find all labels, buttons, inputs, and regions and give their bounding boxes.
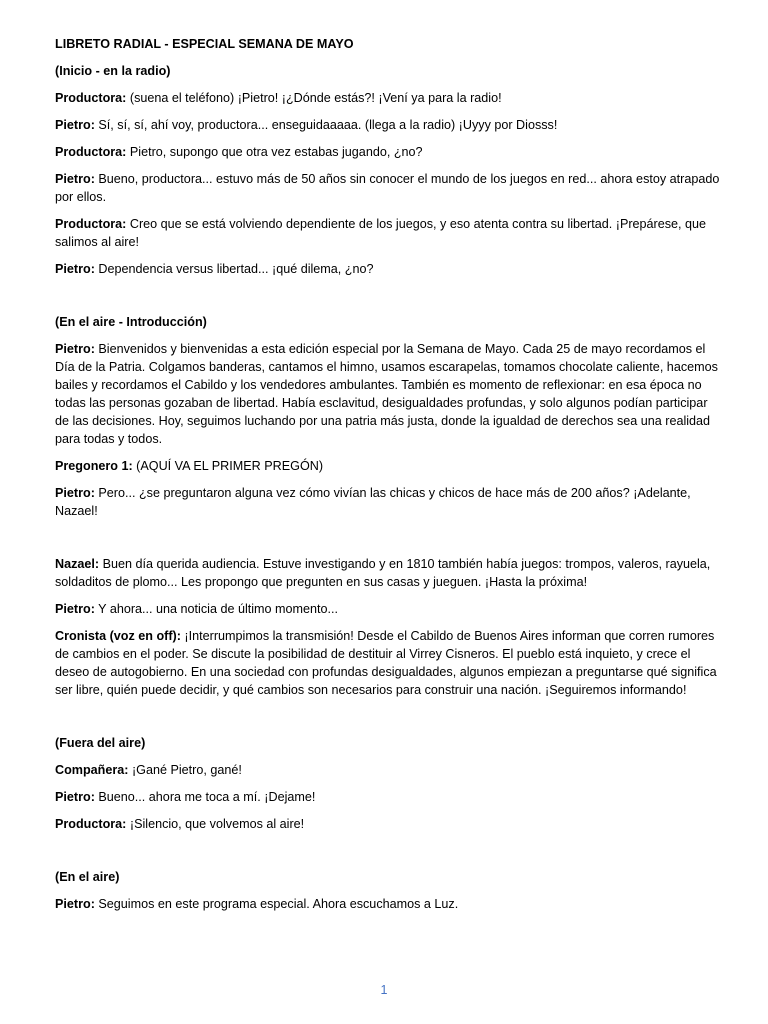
speaker-name: Pietro: bbox=[55, 172, 95, 186]
dialogue-text: ¡Silencio, que volvemos al aire! bbox=[126, 817, 305, 831]
dialogue-text: Creo que se está volviendo dependiente de los juegos, y eso atenta contra su libertad. ¡Prepárese, que salimos al aire! bbox=[55, 217, 707, 249]
speaker-name: Cronista (voz en off): bbox=[55, 629, 181, 643]
dialogue-text: Bienvenidos y bienvenidas a esta edición especial por la Semana de Mayo. Cada 25 de mayo recordamos el Día de la Patria. Colgamos banderas, cantamos el himno, usamos escarapelas, tomamos chocolate caliente, hacemos bailes y recordamos el Cabildo y los vendedores ambulantes. También es momento de reflexionar: en esa época no todas las personas gozaban de libertad. Había esclavitud, desigualdades profundas, y solo algunos podían participar de las decisiones. Hoy, seguimos luchando por una patria más justa, donde la igualdad de derechos sea una realidad para todas y todos. bbox=[55, 342, 718, 446]
dialogue-line bbox=[55, 627, 723, 699]
script-body bbox=[55, 35, 723, 922]
dialogue-text: Y ahora... una noticia de último momento... bbox=[94, 602, 339, 616]
speaker-name: Pietro: bbox=[55, 262, 95, 276]
dialogue-line bbox=[55, 89, 723, 107]
dialogue-text: Pero... ¿se preguntaron alguna vez cómo vivían las chicas y chicos de hace más de 200 años? ¡Adelante, Nazael! bbox=[55, 486, 691, 518]
dialogue-text: (AQUÍ VA EL PRIMER PREGÓN) bbox=[132, 459, 324, 473]
dialogue-text: Bueno... ahora me toca a mí. ¡Dejame! bbox=[94, 790, 316, 804]
dialogue-line bbox=[55, 788, 723, 806]
stage-direction: (En el aire - Introducción) bbox=[55, 315, 207, 329]
speaker-name: Nazael: bbox=[55, 557, 100, 571]
dialogue-line bbox=[55, 116, 723, 134]
dialogue-text: ¡Gané Pietro, gané! bbox=[128, 763, 242, 777]
spacer bbox=[55, 708, 723, 734]
dialogue-text: Dependencia versus libertad... ¡qué dilema, ¿no? bbox=[94, 262, 374, 276]
dialogue-text: Bueno, productora... estuvo más de 50 años sin conocer el mundo de los juegos en red... ahora estoy atrapado por ellos. bbox=[55, 172, 720, 204]
dialogue-text: Buen día querida audiencia. Estuve investigando y en 1810 también había juegos: trompos, valeros, rayuela, soldaditos de plomo... Les propongo que pregunten en sus casas y jueguen. ¡Hasta la próxima! bbox=[55, 557, 711, 589]
speaker-name: Pietro: bbox=[55, 602, 95, 616]
speaker-name: Pietro: bbox=[55, 342, 95, 356]
dialogue-line bbox=[55, 170, 723, 206]
dialogue-line bbox=[55, 340, 723, 448]
dialogue-text: Sí, sí, sí, ahí voy, productora... enseguidaaaaa. (llega a la radio) ¡Uyyy por Diosss! bbox=[94, 118, 558, 132]
speaker-name: Productora: bbox=[55, 91, 127, 105]
dialogue-line bbox=[55, 457, 723, 475]
dialogue-line bbox=[55, 484, 723, 520]
speaker-name: Pregonero 1: bbox=[55, 459, 133, 473]
page-number: 1 bbox=[380, 983, 388, 997]
speaker-name: Pietro: bbox=[55, 486, 95, 500]
speaker-name: Productora: bbox=[55, 145, 127, 159]
dialogue-line bbox=[55, 215, 723, 251]
dialogue-line bbox=[55, 555, 723, 591]
stage-direction: (En el aire) bbox=[55, 870, 120, 884]
stage-direction: (Fuera del aire) bbox=[55, 736, 146, 750]
spacer bbox=[55, 287, 723, 313]
document-title: LIBRETO RADIAL - ESPECIAL SEMANA DE MAYO bbox=[55, 37, 354, 51]
speaker-name: Pietro: bbox=[55, 790, 95, 804]
dialogue-text: (suena el teléfono) ¡Pietro! ¡¿Dónde estás?! ¡Vení ya para la radio! bbox=[126, 91, 502, 105]
dialogue-text: ¡Interrumpimos la transmisión! Desde el Cabildo de Buenos Aires informan que corren rumores de cambios en el poder. Se discute la posibilidad de destituir al Virrey Cisneros. El pueblo está inquieto, y crece el deseo de autogobierno. En una sociedad con profundas desigualdades, algunos empiezan a preguntarse qué significa ser libre, quién puede decidir, y qué cambios son necesarios para construir una nación. ¡Seguiremos informando! bbox=[55, 629, 717, 697]
dialogue-line bbox=[55, 600, 723, 618]
dialogue-line bbox=[55, 761, 723, 779]
dialogue-line bbox=[55, 260, 723, 278]
speaker-name: Pietro: bbox=[55, 897, 95, 911]
speaker-name: Compañera: bbox=[55, 763, 129, 777]
stage-direction: (Inicio - en la radio) bbox=[55, 64, 171, 78]
dialogue-line bbox=[55, 143, 723, 161]
dialogue-line bbox=[55, 895, 723, 913]
speaker-name: Productora: bbox=[55, 217, 127, 231]
spacer bbox=[55, 842, 723, 868]
spacer bbox=[55, 529, 723, 555]
speaker-name: Pietro: bbox=[55, 118, 95, 132]
dialogue-text: Pietro, supongo que otra vez estabas jugando, ¿no? bbox=[126, 145, 423, 159]
dialogue-line bbox=[55, 815, 723, 833]
speaker-name: Productora: bbox=[55, 817, 127, 831]
dialogue-text: Seguimos en este programa especial. Ahora escuchamos a Luz. bbox=[94, 897, 459, 911]
